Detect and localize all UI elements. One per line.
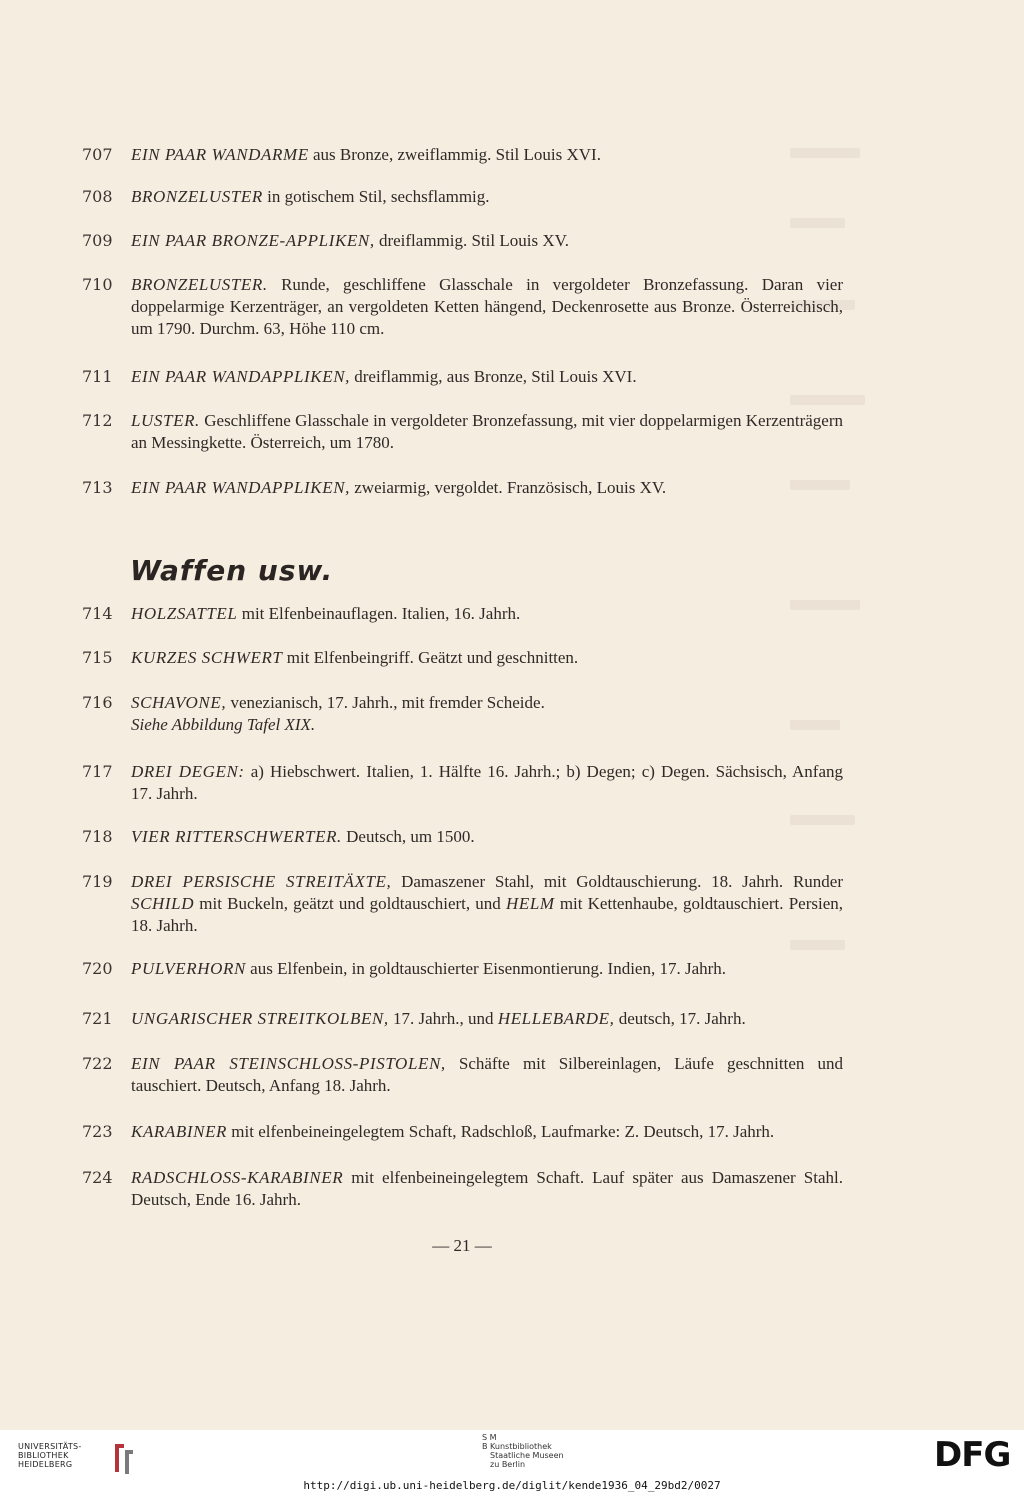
digitization-footer bbox=[0, 1430, 1024, 1497]
university-name-line: BIBLIOTHEK bbox=[18, 1451, 69, 1460]
entry-title: HELLEBARDE, bbox=[497, 1009, 615, 1028]
entry-number: 714 bbox=[82, 604, 113, 623]
entry-text: mit Elfenbeingriff. Geätzt und geschnitten. bbox=[282, 648, 579, 667]
entry-number: 721 bbox=[82, 1009, 113, 1028]
entry-number: 716 bbox=[82, 693, 113, 712]
entry-number: 718 bbox=[82, 827, 113, 846]
entry-title: RADSCHLOSS-KARABINER bbox=[131, 1168, 344, 1187]
entry-number: 711 bbox=[82, 367, 113, 386]
entry-text: venezianisch, 17. Jahrh., mit fremder Scheide. bbox=[226, 693, 545, 712]
entry-text: mit Kettenhaube, goldtauschiert. Persien, 18. Jahrh. bbox=[131, 894, 843, 935]
entry-text: aus Elfenbein, in goldtauschierter Eisenmontierung. Indien, 17. Jahrh. bbox=[245, 959, 727, 978]
university-name-line: HEIDELBERG bbox=[18, 1460, 73, 1469]
entry-text: zweiarmig, vergoldet. Französisch, Louis XV. bbox=[350, 478, 667, 497]
entry-number: 710 bbox=[82, 275, 113, 294]
entry-title: BRONZELUSTER bbox=[131, 187, 263, 206]
stamp-line: S M bbox=[482, 1433, 497, 1442]
entry-number: 715 bbox=[82, 648, 113, 667]
entry-text: Damaszener Stahl, mit Goldtauschierung. 18. Jahrh. Runder bbox=[391, 872, 843, 891]
entry-number: 719 bbox=[82, 872, 113, 891]
entry-title: EIN PAAR STEINSCHLOSS-PISTOLEN, bbox=[131, 1054, 446, 1073]
entry-number: 723 bbox=[82, 1122, 113, 1141]
entry-text: mit Elfenbeinauflagen. Italien, 16. Jahrh. bbox=[237, 604, 521, 623]
entry-text: Deutsch, um 1500. bbox=[341, 827, 475, 846]
section-heading: Waffen usw. bbox=[130, 554, 334, 587]
entry-title: EIN PAAR BRONZE-APPLIKEN, bbox=[131, 231, 375, 250]
entry-title: HOLZSATTEL bbox=[131, 604, 238, 623]
entry-title: SCHILD bbox=[131, 894, 195, 913]
entry-number: 722 bbox=[82, 1054, 113, 1073]
entry-number: 709 bbox=[82, 231, 113, 250]
entry-number: 720 bbox=[82, 959, 113, 978]
entry-text: dreiflammig, aus Bronze, Stil Louis XVI. bbox=[350, 367, 637, 386]
stamp-line: B Kunstbibliothek bbox=[482, 1442, 552, 1451]
entry-title: EIN PAAR WANDAPPLIKEN, bbox=[131, 367, 350, 386]
entry-text: 17. Jahrh., und bbox=[388, 1009, 498, 1028]
entry-text: in gotischem Stil, sechsflammig. bbox=[262, 187, 490, 206]
dfg-logo[interactable] bbox=[934, 1436, 1014, 1470]
entry-note: Siehe Abbildung Tafel XIX. bbox=[131, 715, 316, 734]
university-name-line: UNIVERSITÄTS- bbox=[18, 1442, 82, 1451]
entry-title: EIN PAAR WANDAPPLIKEN, bbox=[131, 478, 350, 497]
entry-number: 717 bbox=[82, 762, 113, 781]
entry-text: aus Bronze, zweiflammig. Stil Louis XVI. bbox=[308, 145, 601, 164]
entry-number: 707 bbox=[82, 145, 113, 164]
entry-text: a) Hiebschwert. Italien, 1. Hälfte 16. Jahrh.; b) Degen; c) Degen. Sächsisch, Anfang 17. Jahrh. bbox=[131, 762, 843, 803]
source-url-link[interactable]: http://digi.ub.uni-heidelberg.de/diglit/kende1936_04_29bd2/0027 bbox=[303, 1479, 721, 1492]
dfg-logo-text: DFG bbox=[934, 1436, 1011, 1470]
entry-title: DREI DEGEN: bbox=[131, 762, 245, 781]
entry-title: BRONZELUSTER. bbox=[131, 275, 268, 294]
entry-title: KARABINER bbox=[131, 1122, 228, 1141]
entry-text: mit elfenbeineingelegtem Schaft. Lauf später aus Damaszener Stahl. Deutsch, Ende 16. Jahrh. bbox=[131, 1168, 843, 1209]
entry-text: Geschliffene Glasschale in vergoldeter Bronzefassung, mit vier doppelarmigen Kerzenträgern an Messingkette. Österreich, um 1780. bbox=[131, 411, 843, 452]
museum-stamp bbox=[482, 1433, 564, 1469]
entry-title: UNGARISCHER STREITKOLBEN, bbox=[131, 1009, 389, 1028]
university-mark-icon bbox=[112, 1442, 136, 1476]
entry-text: Schäfte mit Silbereinlagen, Läufe geschnitten und tauschiert. Deutsch, Anfang 18. Jahrh. bbox=[131, 1054, 843, 1095]
entry-title: SCHAVONE, bbox=[131, 693, 227, 712]
entry-text: deutsch, 17. Jahrh. bbox=[614, 1009, 746, 1028]
entry-number: 724 bbox=[82, 1168, 113, 1187]
entry-text: Runde, geschliffene Glasschale in vergoldeter Bronzefassung. Daran vier doppelarmige Kerzenträger, an vergoldeten Ketten hängend, Deckenrosette aus Bronze. Österreichisch, um 1790. Durchm. 63, Höhe 110 cm. bbox=[131, 275, 843, 338]
entry-text: dreiflammig. Stil Louis XV. bbox=[374, 231, 569, 250]
entry-title: DREI PERSISCHE STREITÄXTE, bbox=[131, 872, 392, 891]
entry-title: KURZES SCHWERT bbox=[131, 648, 283, 667]
entry-title: VIER RITTERSCHWERTER. bbox=[131, 827, 342, 846]
entry-title: PULVERHORN bbox=[131, 959, 246, 978]
stamp-line: zu Berlin bbox=[490, 1460, 526, 1469]
entry-text: mit elfenbeineingelegtem Schaft, Radschloß, Laufmarke: Z. Deutsch, 17. Jahrh. bbox=[227, 1122, 775, 1141]
entry-title: HELM bbox=[505, 894, 555, 913]
entry-number: 712 bbox=[82, 411, 113, 430]
page-number: — 21 — bbox=[432, 1236, 492, 1255]
entry-text: mit Buckeln, geätzt und goldtauschiert, und bbox=[194, 894, 506, 913]
stamp-line: Staatliche Museen bbox=[490, 1451, 564, 1460]
university-library-logo[interactable] bbox=[18, 1442, 138, 1476]
entry-number: 713 bbox=[82, 478, 113, 497]
entry-title: LUSTER. bbox=[131, 411, 200, 430]
entry-title: EIN PAAR WANDARME bbox=[131, 145, 309, 164]
entry-number: 708 bbox=[82, 187, 113, 206]
